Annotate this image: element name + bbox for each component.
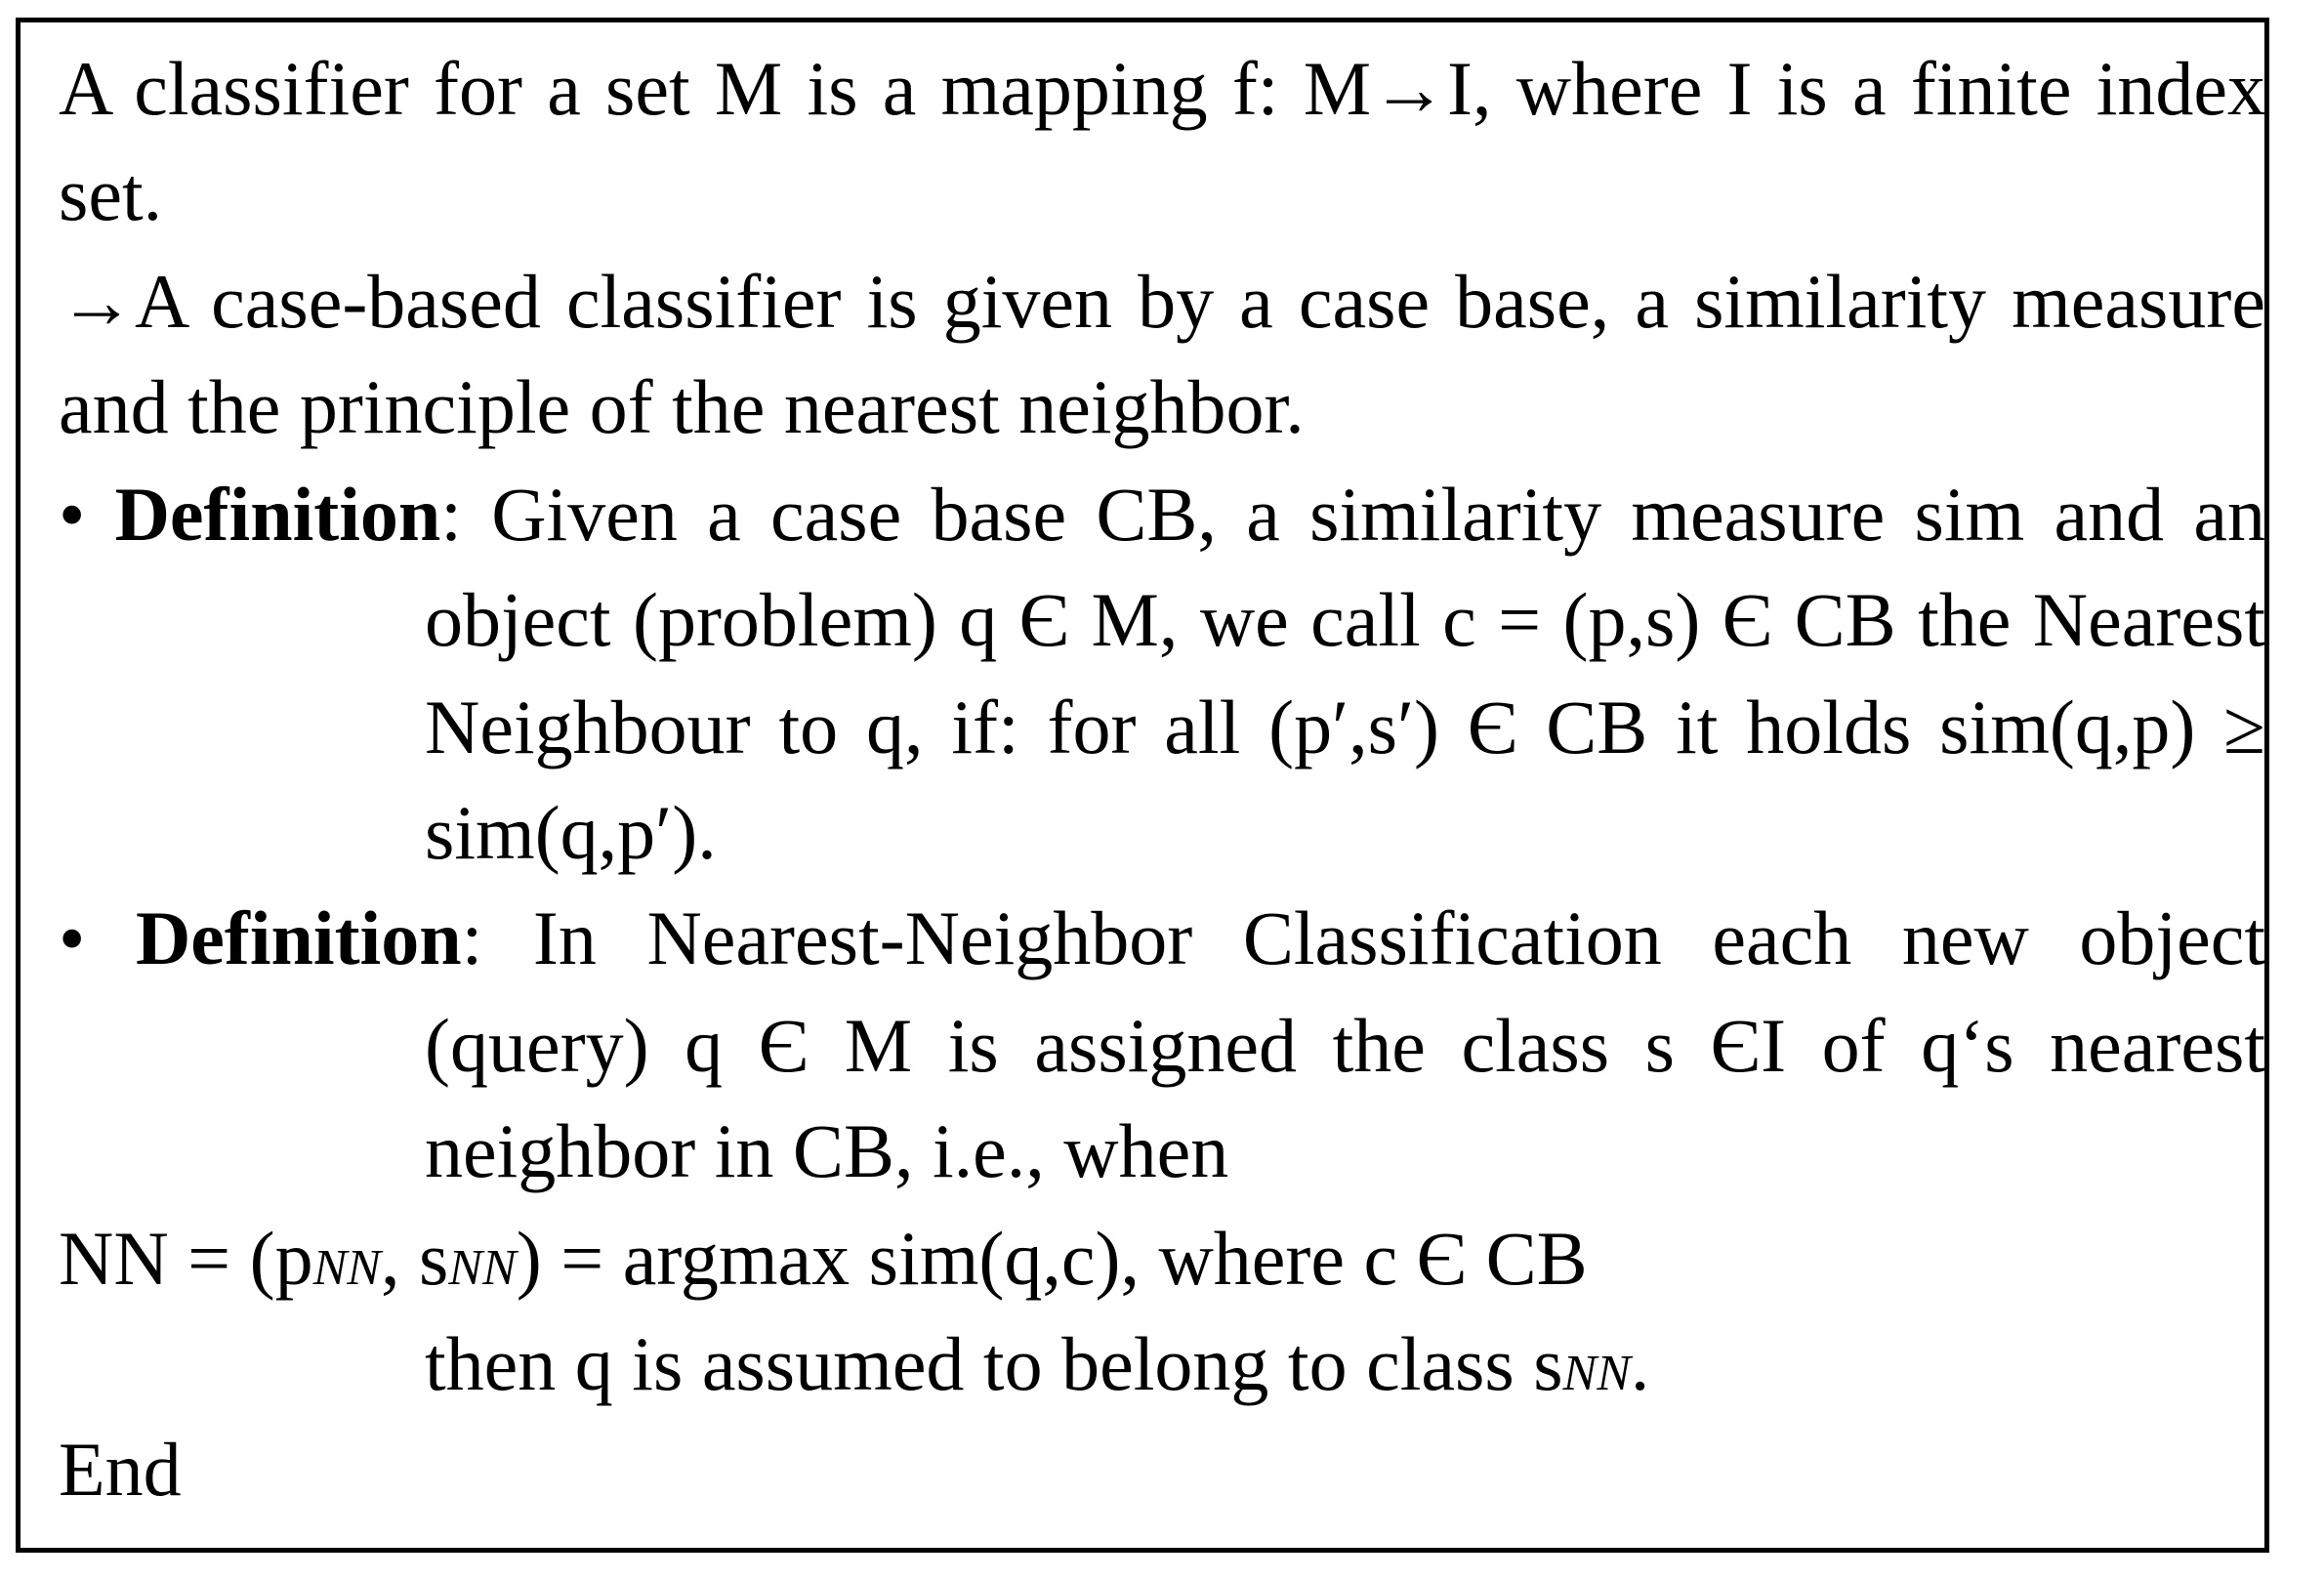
definition-1-term: Definition: [114, 472, 441, 557]
formula-subscript-1: NN: [312, 1240, 381, 1296]
definition-1-first-line: [59, 472, 2265, 557]
conclusion-subscript: NN: [1562, 1346, 1631, 1401]
bullet-icon: •: [59, 895, 86, 980]
definition-1-line-4: sim(q,p′).: [425, 790, 717, 875]
nn-formula: [59, 1216, 2265, 1301]
definition-1-text: : Given a case base CB, a similarity measure sim and an: [440, 472, 2265, 557]
conclusion-line: [425, 1321, 2265, 1406]
intro-line-4: and the principle of the nearest neighbor.: [59, 364, 1305, 449]
definition-2-text: : In Nearest-Neighbor Classification each new object: [461, 895, 2265, 980]
definition-2-first-line: [59, 895, 2265, 980]
intro-line-1: A classifier for a set M is a mapping f: M→I, where I is a finite index: [59, 46, 2265, 131]
intro-line-3: →A case-based classifier is given by a case base, a similarity measure: [59, 259, 2265, 344]
formula-subscript-2: NN: [448, 1240, 517, 1296]
definition-1-line-3: Neighbour to q, if: for all (p′,s′) Є CB it holds sim(q,p) ≥: [425, 685, 2265, 769]
definition-2-line-2: (query) q Є M is assigned the class s ЄI of q‘s nearest: [425, 1003, 2265, 1088]
definition-1-line-2: object (problem) q Є M, we call c = (p,s) Є CB the Nearest: [425, 577, 2265, 662]
formula-part-3: ) = argmax sim(q,c), where c Є CB: [516, 1216, 1588, 1301]
conclusion-prefix: then q is assumed to belong to class s: [425, 1321, 1563, 1406]
conclusion-suffix: .: [1630, 1321, 1650, 1406]
formula-part-2: , s: [381, 1216, 449, 1301]
formula-part-1: NN = (p: [59, 1216, 313, 1301]
bullet-icon: •: [59, 472, 86, 557]
end-label: End: [59, 1427, 182, 1512]
intro-line-2: set.: [59, 151, 163, 236]
definition-2-term: Definition: [135, 895, 462, 980]
definition-2-line-3: neighbor in CB, i.e., when: [425, 1108, 1229, 1193]
